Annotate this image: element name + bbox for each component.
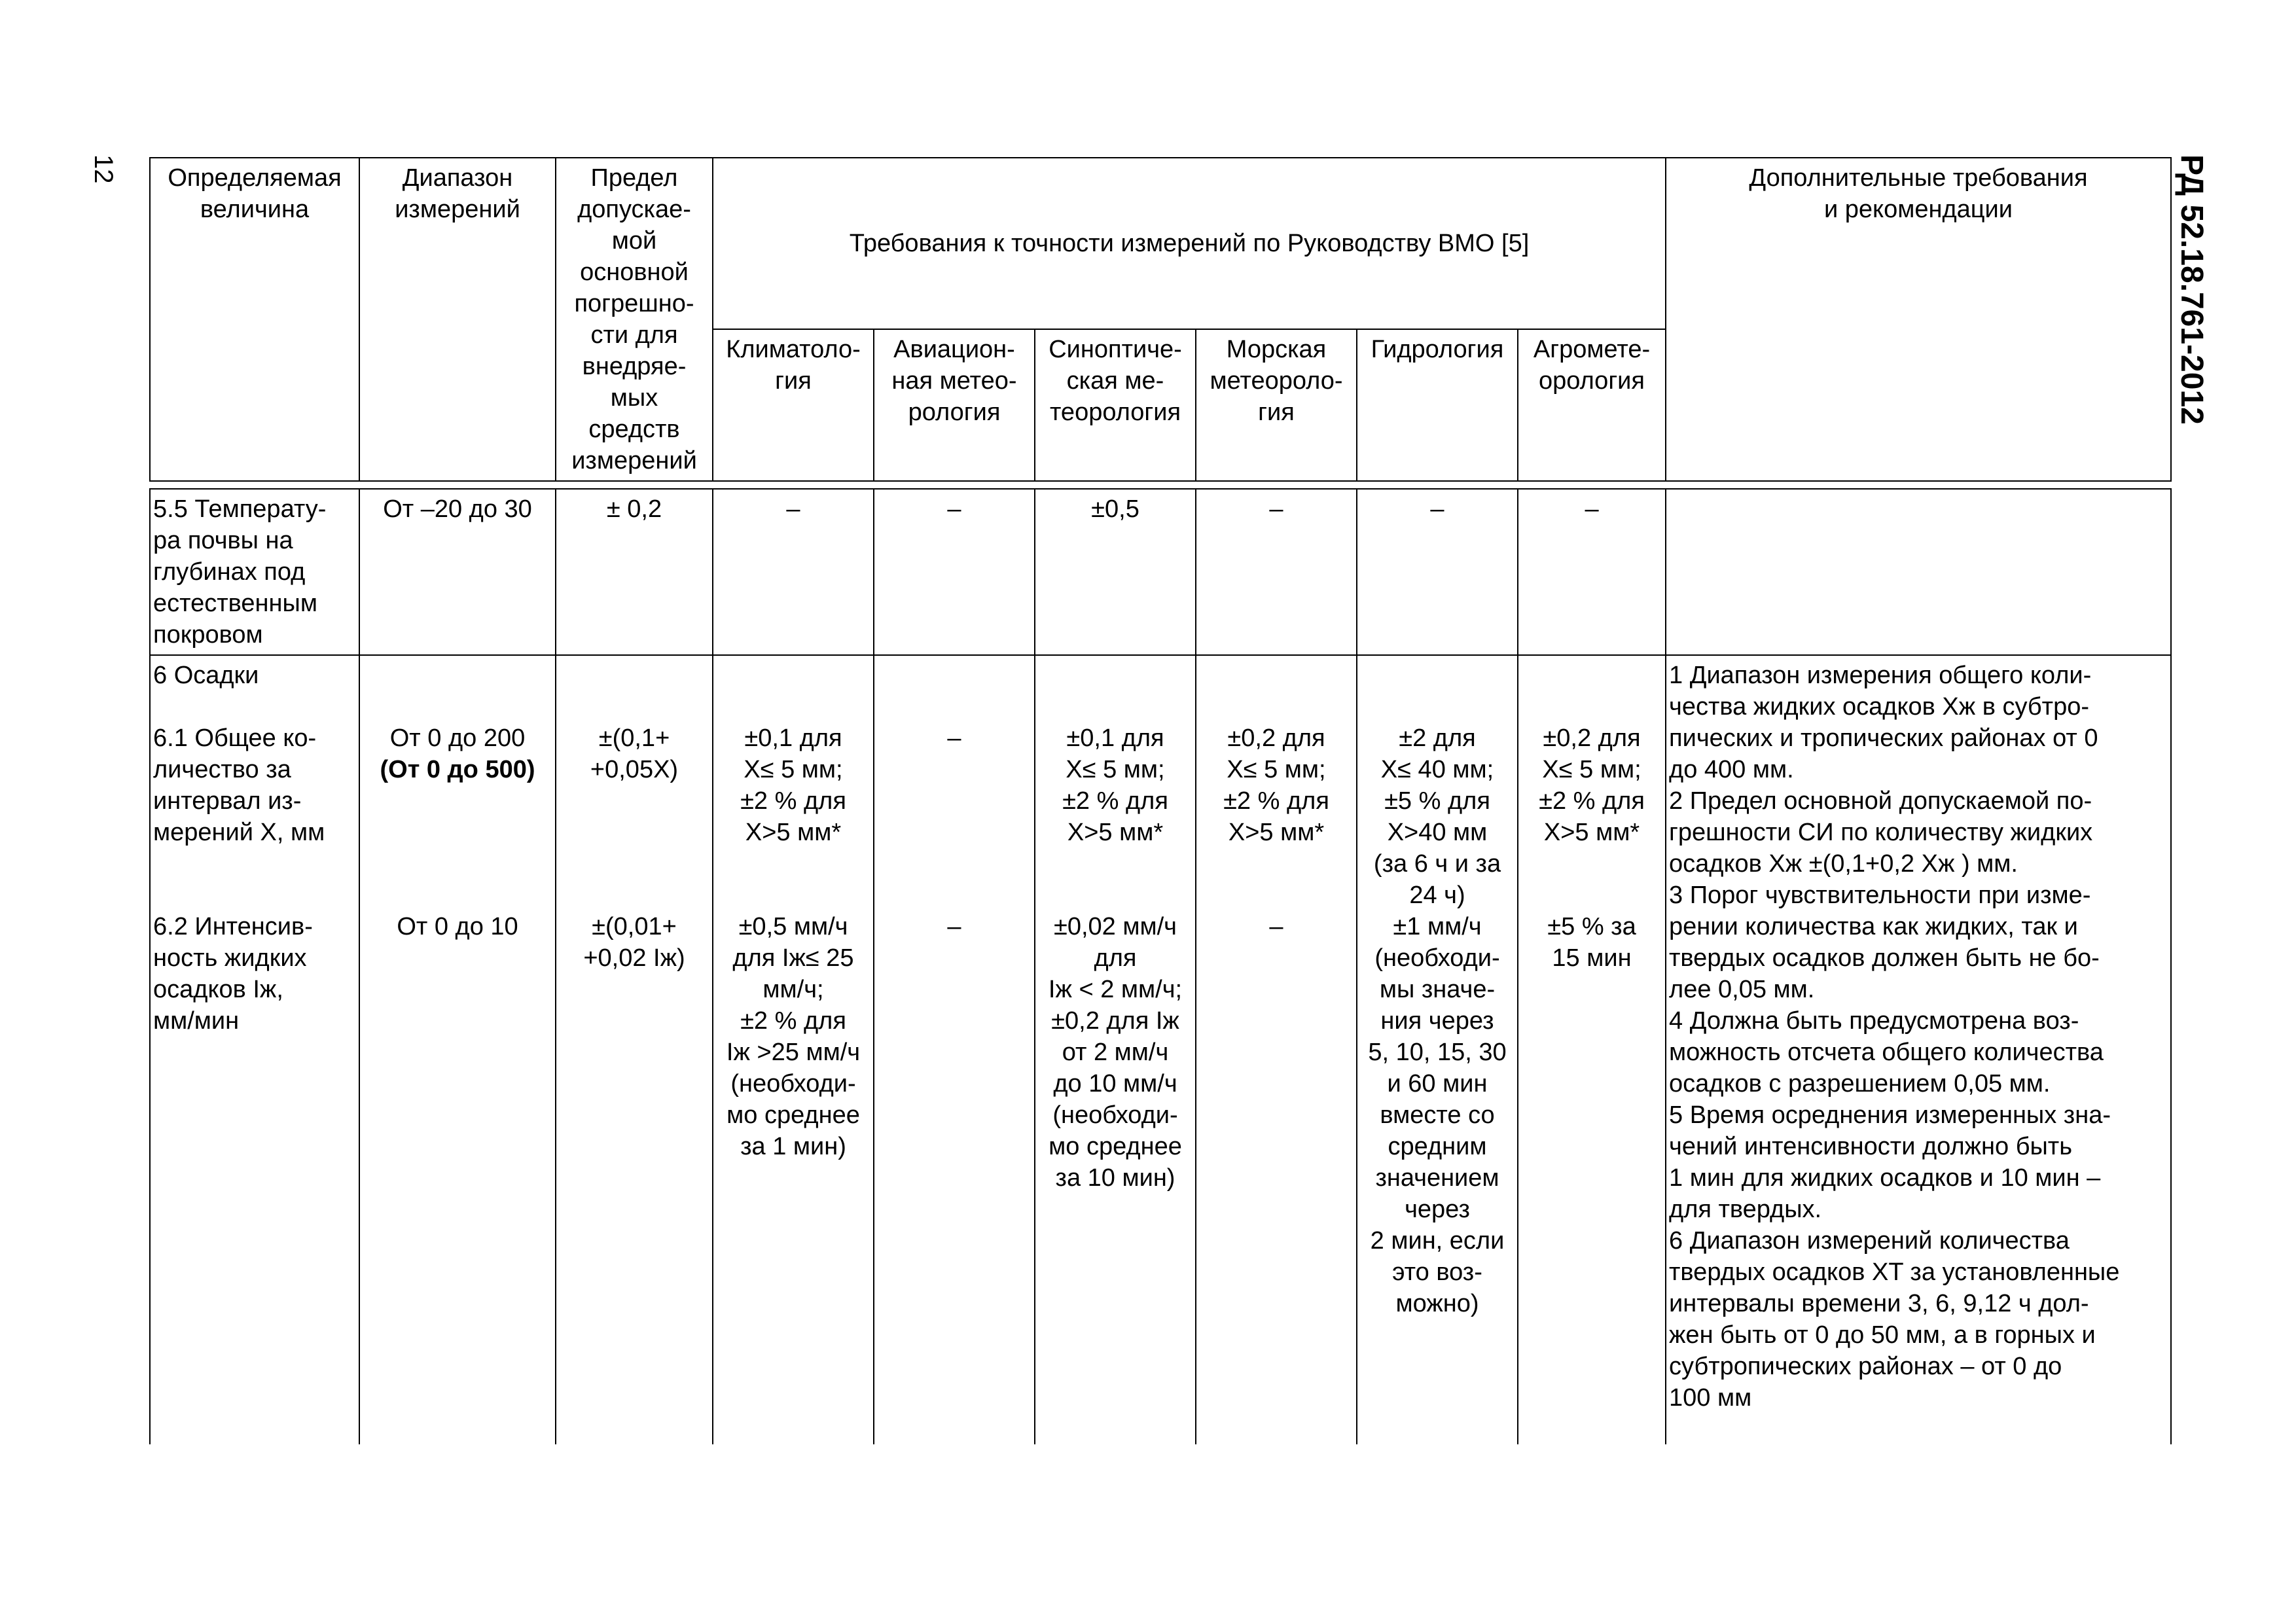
header-extra: Дополнительные требования и рекомендации — [1666, 158, 2171, 481]
row55-synoptic: ±0,5 — [1035, 489, 1196, 655]
header-error: Предел допускае- мой основной погрешно- сти для внедряе- мых средств измерений — [556, 158, 713, 481]
header-quantity: Определяемая величина — [150, 158, 359, 481]
row6-agrometeorology: ±0,2 для X≤ 5 мм; ±2 % для X>5 мм* ±5 % за 15 мин — [1518, 655, 1666, 1444]
row55-range: От –20 до 30 — [359, 489, 556, 655]
section-title: 6 Осадки — [153, 662, 259, 689]
row6-aviation: – – — [874, 655, 1035, 1444]
row55-agrometeorology: – — [1518, 489, 1666, 655]
header-marine: Морская метеороло- гия — [1196, 329, 1357, 481]
table-row — [150, 489, 2171, 655]
row6-climatology: ±0,1 для X≤ 5 мм; ±2 % для X>5 мм* ±0,5 мм/ч для Iж≤ 25 мм/ч; ±2 % для Iж >25 мм/ч (необходи- мо среднее за 1 мин) — [713, 655, 874, 1444]
row55-quantity: 5.5 Температу- ра почвы на глубинах под естественным покровом — [150, 489, 359, 655]
row55-hydrology: – — [1357, 489, 1518, 655]
row55-climatology: – — [713, 489, 874, 655]
row6-hydrology: ±2 для X≤ 40 мм; ±5 % для X>40 мм (за 6 ч и за 24 ч) ±1 мм/ч (необходи- мы значе- ния через 5, 10, 15, 30 и 60 мин вместе со средним значением через 2 мин, если это воз- можно) — [1357, 655, 1518, 1444]
header-agrometeorology: Агромете- орология — [1518, 329, 1666, 481]
row6-marine: ±0,2 для X≤ 5 мм; ±2 % для X>5 мм* – — [1196, 655, 1357, 1444]
row6-extra: 1 Диапазон измерения общего коли- чества жидких осадков Xж в субтро- пических и тропических районах от 0 до 400 мм. 2 Предел основной допускаемой по- грешности СИ по количеству жидких осадков Xж ±(0,1+0,2 Xж ) мм. 3 Порог чувствительности при изме- рении количества как жидких, так и твердых осадков должен быть не бо- лее 0,05 мм. 4 Должна быть предусмотрена воз- можность отсчета общего количества осадков с разрешением 0,05 мм. 5 Время осреднения измеренных зна- чений интенсивности должно быть 1 мин для жидких осадков и 10 мин – для твердых. 6 Диапазон измерений количества твердых осадков XT за установленные интервалы времени 3, 6, 9,12 ч дол- жен быть от 0 до 50 мм, а в горных и субтропических районах – от 0 до 100 мм — [1666, 655, 2171, 1444]
row55-extra — [1666, 489, 2171, 655]
page-number: 12 — [89, 154, 118, 184]
row55-marine: – — [1196, 489, 1357, 655]
header-climatology: Климатоло- гия — [713, 329, 874, 481]
row55-error: ± 0,2 — [556, 489, 713, 655]
row6-error: ±(0,1+ +0,05X) ±(0,01+ +0,02 Iж) — [556, 655, 713, 1444]
header-aviation: Авиацион- ная метео- рология — [874, 329, 1035, 481]
header-hydrology: Гидрология — [1357, 329, 1518, 481]
row6-synoptic: ±0,1 для X≤ 5 мм; ±2 % для X>5 мм* ±0,02 мм/ч для Iж < 2 мм/ч; ±0,2 для Iж от 2 мм/ч до 10 мм/ч (необходи- мо среднее за 10 мин) — [1035, 655, 1196, 1444]
document-code: РД 52.18.761-2012 — [2174, 154, 2209, 425]
row6-range: От 0 до 200 (От 0 до 500) От 0 до 10 — [359, 655, 556, 1444]
row55-aviation: – — [874, 489, 1035, 655]
header-synoptic: Синоптиче- ская ме- теорология — [1035, 329, 1196, 481]
header-range: Диапазон измерений — [359, 158, 556, 481]
requirements-table — [149, 157, 2172, 1444]
header-wmo-group: Требования к точности измерений по Руководству ВМО [5] — [713, 158, 1666, 329]
row6-quantity: 6 Осадки 6.1 Общее ко- личество за интервал из- мерений X, мм 6.2 Интенсив- ность жидких осадков Iж, мм/мин — [150, 655, 359, 1444]
table-row — [150, 655, 2171, 1444]
